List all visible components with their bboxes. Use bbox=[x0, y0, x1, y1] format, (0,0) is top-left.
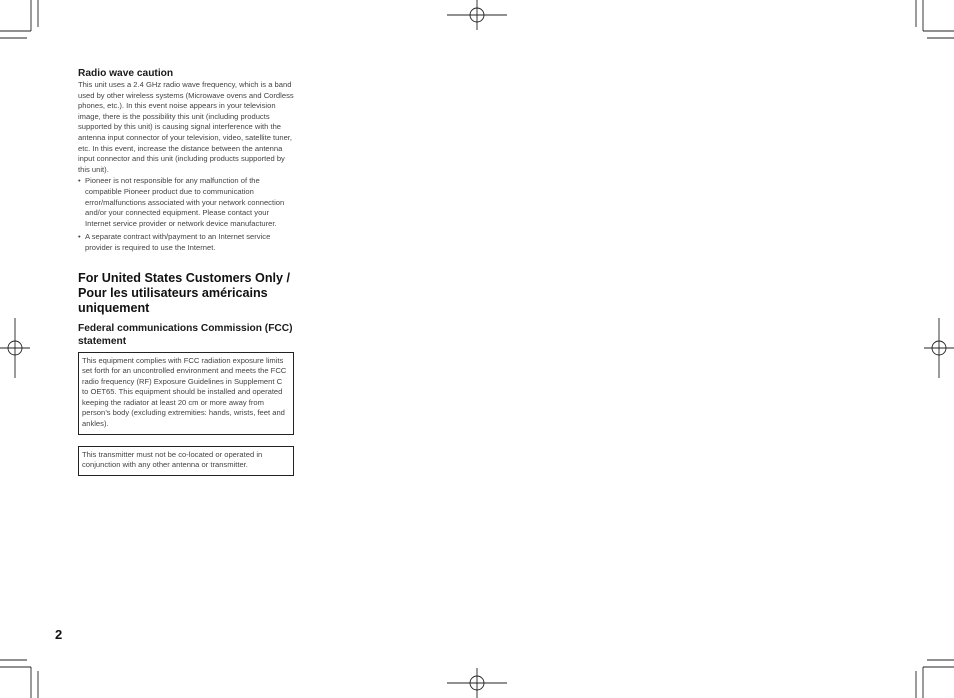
registration-mark-bottom bbox=[447, 668, 507, 698]
radio-wave-heading: Radio wave caution bbox=[78, 68, 174, 79]
bullet-text: A separate contract with/payment to an Internet service provider is required to use the Internet. bbox=[85, 232, 271, 252]
bullet-icon: • bbox=[78, 232, 81, 242]
registration-mark-left bbox=[0, 318, 30, 378]
fcc-exposure-box: This equipment complies with FCC radiation exposure limits set forth for an uncontrolled environment and meets the FCC radio frequency (RF) Exposure Guidelines in Supplement C to OET65. This equipment should be installed and operated keeping the radiator at least 20 cm or more away from person’s body (excluding extremities: hands, wrists, feet and ankles). bbox=[78, 352, 294, 435]
crop-mark-bottom-left bbox=[0, 660, 38, 698]
us-customers-heading: For United States Customers Only / Pour les utilisateurs américains uniquement bbox=[78, 270, 291, 315]
fcc-heading: Federal communications Commission (FCC) statement bbox=[78, 322, 293, 347]
fcc-transmitter-box: This transmitter must not be co-located or operated in conjunction with any other antenna or transmitter. bbox=[78, 446, 294, 476]
list-item bbox=[78, 232, 294, 253]
radio-wave-bullets bbox=[78, 176, 294, 253]
crop-mark-top-right bbox=[916, 0, 954, 38]
bullet-icon: • bbox=[78, 176, 81, 186]
content-column bbox=[78, 67, 294, 476]
crop-mark-bottom-right bbox=[916, 660, 954, 698]
registration-mark-right bbox=[924, 318, 954, 378]
page-number: 2 bbox=[55, 627, 63, 642]
crop-mark-top-left bbox=[0, 0, 38, 38]
radio-wave-paragraph: This unit uses a 2.4 GHz radio wave frequency, which is a band used by other wireless systems (Microwave ovens and Cordless phones, etc.). In this event noise appears in your television image, there is the possibility this unit (including products supported by this unit) is causing signal interference with the antenna input connector of your television, video, satellite tuner, etc. In this event, increase the distance between the antenna input connector and this unit (including products supported by this unit). bbox=[78, 80, 294, 174]
list-item bbox=[78, 176, 294, 229]
registration-mark-top bbox=[447, 0, 507, 30]
bullet-text: Pioneer is not responsible for any malfunction of the compatible Pioneer product due to communication error/malfunctions associated with your network connection and/or your connected equipment. Please contact your Internet service provider or network device manufacturer. bbox=[85, 176, 285, 228]
